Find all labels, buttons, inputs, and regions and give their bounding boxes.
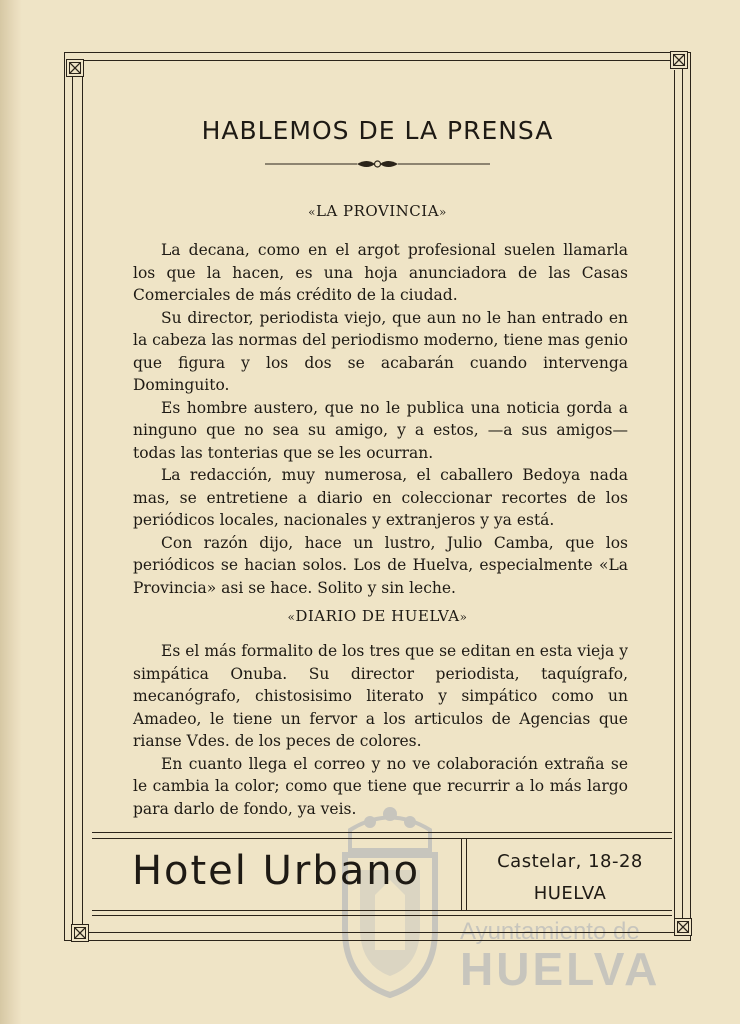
hotel-address-block (470, 846, 670, 910)
corner-ornament-icon (66, 59, 84, 77)
section-heading-la-provincia: «LA PROVINCIA» (308, 202, 447, 220)
paragraph: Su director, periodista viejo, que aun no le han entrado en la cabeza las normas del periodismo moderno, tiene mas genio que figura y los dos se acabarán cuando intervenga Dominguito. (133, 308, 628, 394)
ad-rule (92, 838, 672, 839)
ad-rule (92, 910, 672, 911)
article-la-provincia (133, 239, 628, 599)
paragraph: Con razón dijo, hace un lustro, Julio Camba, que los periódicos se hacian solos. Los de Huelva, especialmente «La Provincia» asi se hace. Solito y sin leche. (133, 533, 628, 597)
corner-ornament-icon (71, 924, 89, 942)
article-diario-de-huelva (133, 640, 628, 820)
paragraph: La redacción, muy numerosa, el caballero Bedoya nada mas, se entretiene a diario en coleccionar recortes de los periódicos locales, nacionales y extranjeros y ya está. (133, 466, 628, 529)
watermark-line2: HUELVA (460, 943, 661, 995)
paragraph: En cuanto llega el correo y no ve colaboración extraña se le cambia la color; como que tiene que recurrir a lo más largo para darlo de fondo, ya veis. (133, 754, 628, 818)
hotel-city: HUELVA (533, 883, 607, 904)
watermark-line1: Ayuntamiento de (460, 918, 640, 945)
paragraph: La decana, como en el argot profesional suelen llamarla los que la hacen, es una hoja anunciadora de las Casas Comerciales de más crédito de la ciudad. (133, 241, 628, 304)
hotel-name: Hotel Urbano (131, 848, 421, 894)
corner-ornament-icon (674, 918, 692, 936)
section-heading-diario-de-huelva: «DIARIO DE HUELVA» (287, 607, 468, 625)
hotel-address: Castelar, 18-28 (497, 851, 643, 872)
divider-ornament-icon (265, 156, 490, 172)
page-title: HABLEMOS DE LA PRENSA (201, 116, 554, 145)
ad-divider (461, 838, 467, 910)
corner-ornament-icon (670, 51, 688, 69)
paragraph: Es el más formalito de los tres que se editan en esta vieja y simpática Onuba. Su director periodista, taquígrafo, mecanógrafo, chistosisimo literato y simpático como un Amadeo, le tiene un fervor a los articulos de Agencias que rianse Vdes. de los peces de colores. (133, 642, 628, 750)
book-gutter (0, 0, 22, 1024)
paragraph: Es hombre austero, que no le publica una noticia gorda a ninguno que no sea su amigo, y a estos, —a sus amigos— todas las tonterias que se les ocurran. (133, 398, 628, 462)
